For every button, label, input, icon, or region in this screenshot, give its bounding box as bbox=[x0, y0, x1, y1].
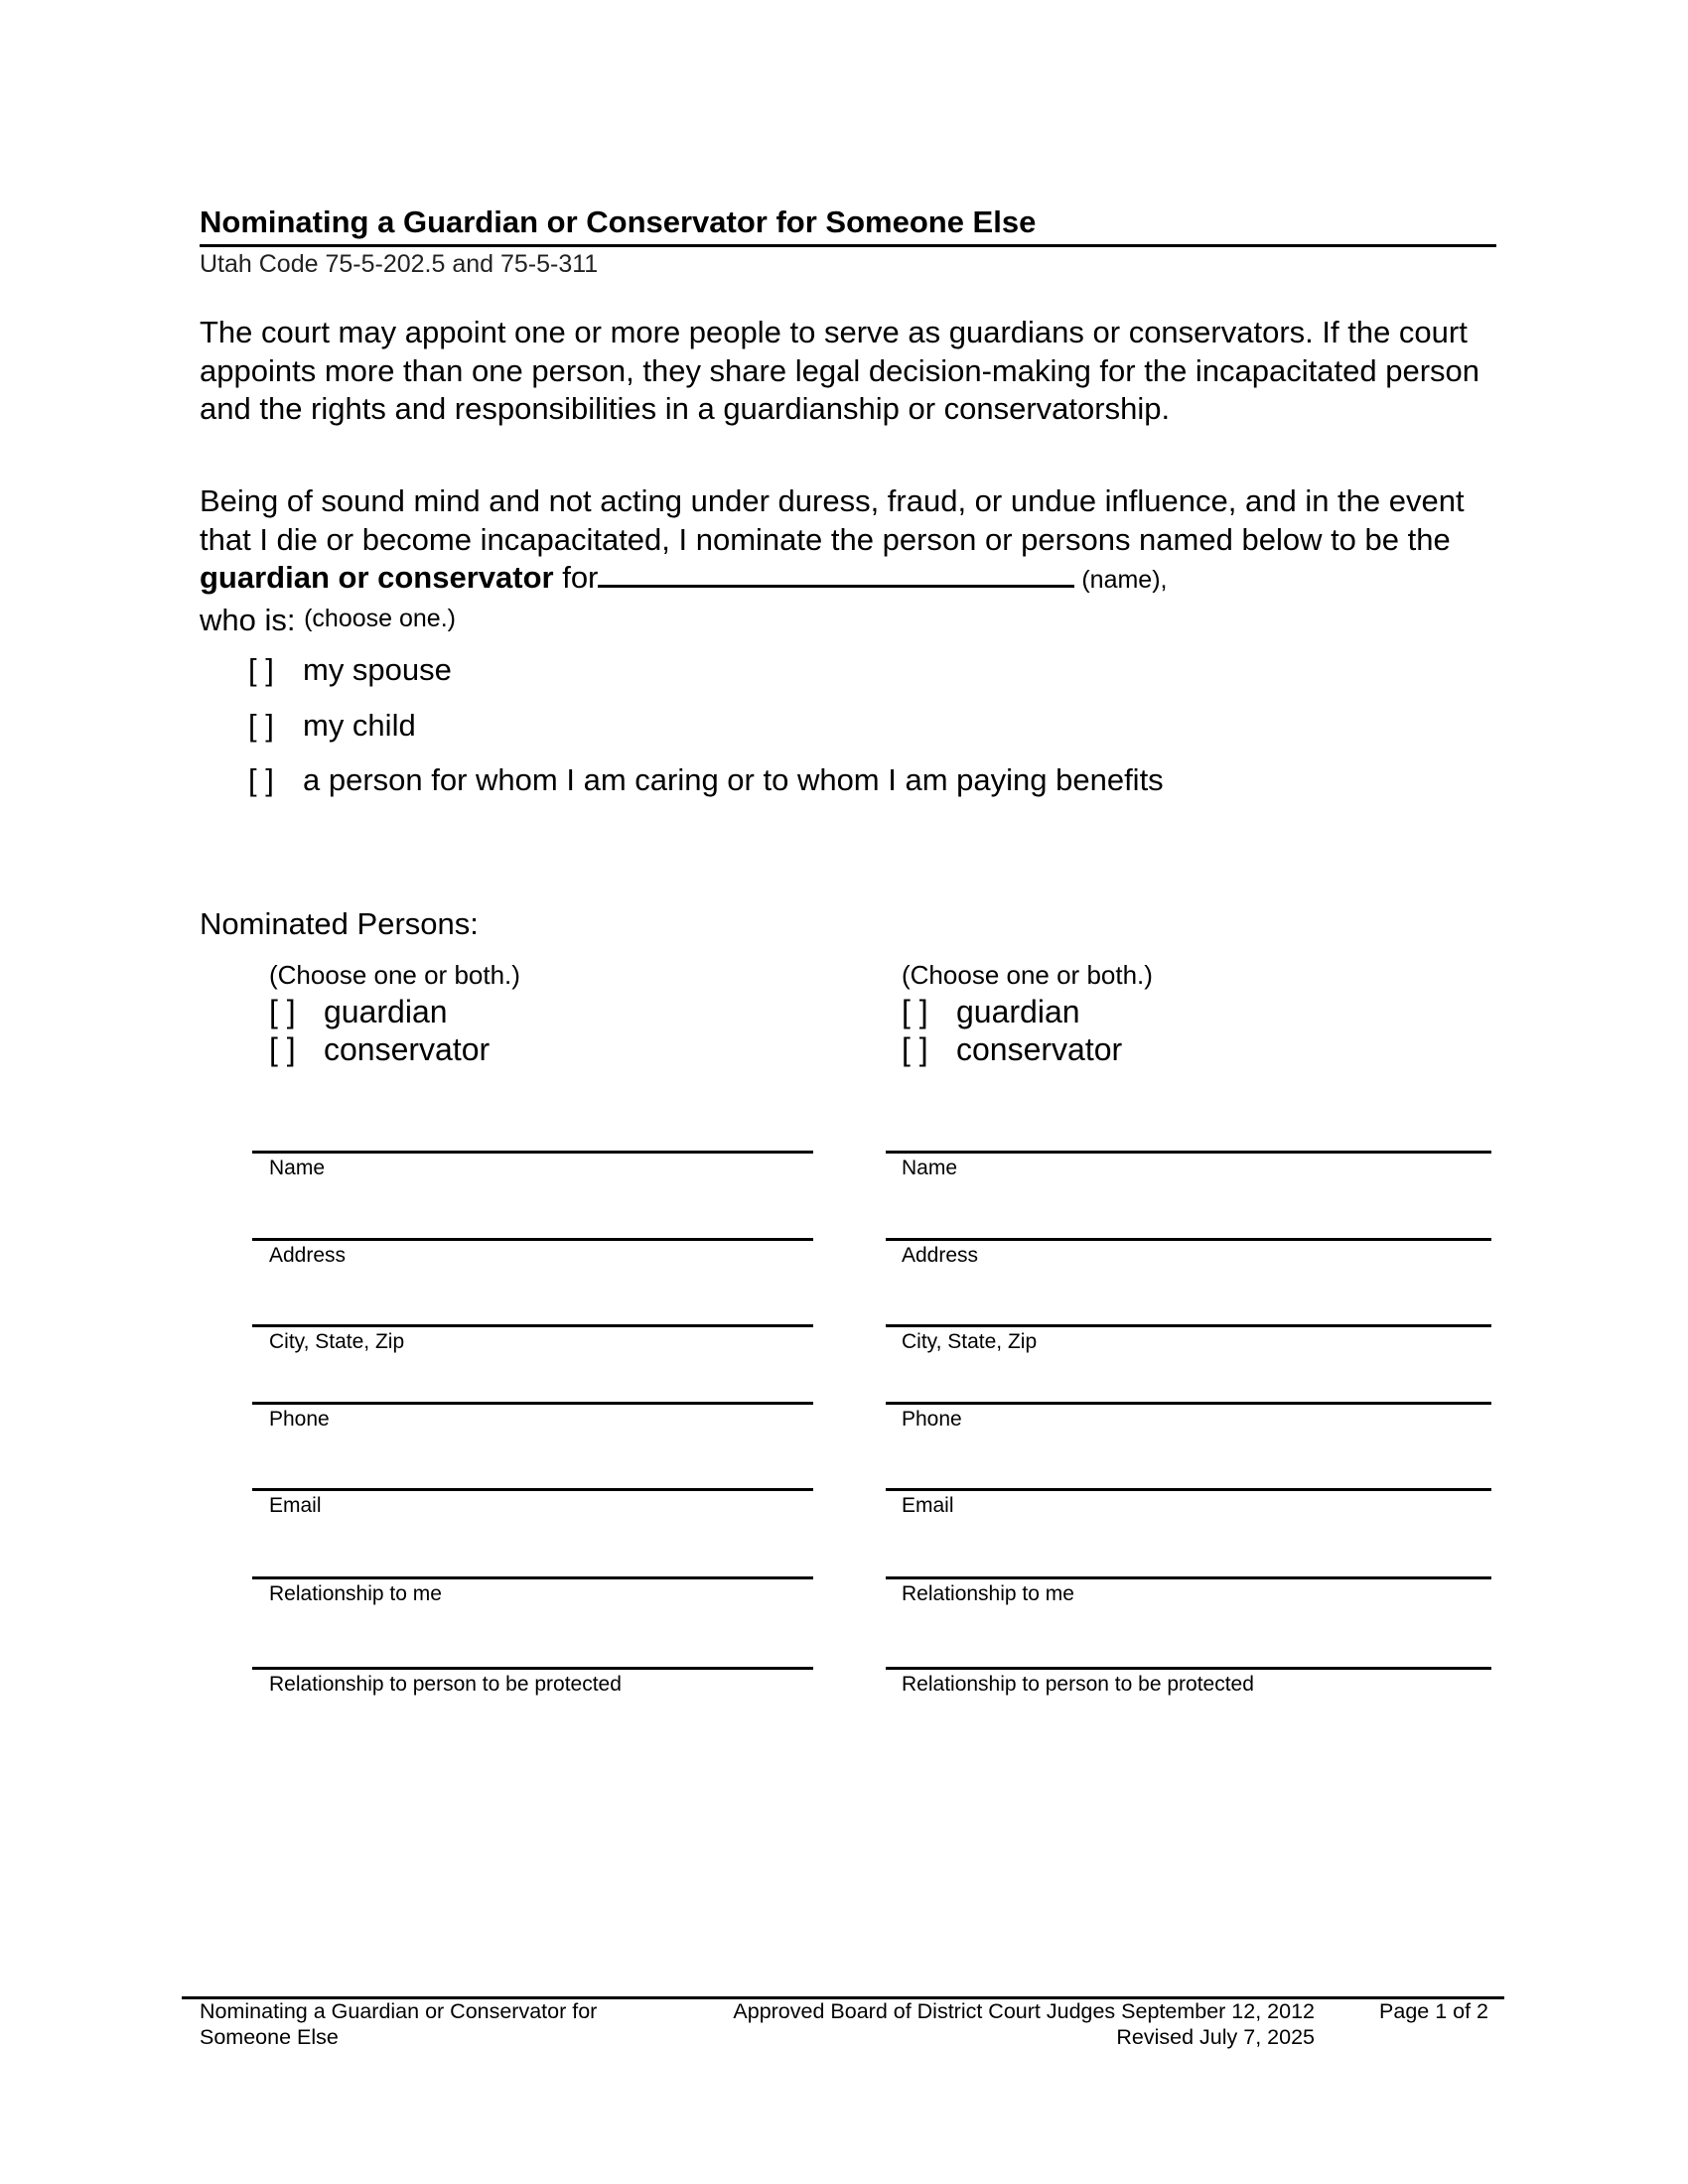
intro-paragraph: The court may appoint one or more people to serve as guardians or conservators. If the court appoints more than one person, they share legal decision-making for the incapacitated person and the rights and responsibilities in a guardianship or conservatorship. bbox=[200, 315, 1480, 426]
footer-form-title bbox=[200, 1998, 597, 2050]
option-label: my spouse bbox=[303, 652, 452, 687]
footer-approval bbox=[733, 1998, 1315, 2050]
choose-one-hint: (choose one.) bbox=[304, 604, 456, 632]
checkbox[interactable]: [ ] bbox=[248, 762, 274, 797]
field-line-2[interactable] bbox=[886, 1488, 1491, 1491]
checkbox[interactable]: [ ] bbox=[248, 652, 274, 687]
footer-title-line1: Nominating a Guardian or Conservator for bbox=[200, 1999, 598, 2023]
checkbox[interactable]: [ ] bbox=[902, 1031, 928, 1067]
field-line-1[interactable] bbox=[252, 1238, 813, 1241]
nomination-paragraph bbox=[200, 482, 1510, 639]
page-number: Page 1 of 2 bbox=[1379, 1999, 1488, 2023]
field-label: Phone bbox=[269, 1408, 330, 1431]
field-label: Address bbox=[902, 1244, 979, 1267]
checkbox[interactable]: [ ] bbox=[902, 994, 928, 1029]
option-label: my child bbox=[303, 708, 416, 743]
field-label: Email bbox=[269, 1494, 322, 1517]
role-guardian-1[interactable] bbox=[269, 994, 448, 1030]
role-conservator-1[interactable] bbox=[269, 1031, 490, 1068]
statute-reference: Utah Code 75-5-202.5 and 75-5-311 bbox=[200, 250, 599, 278]
role-conservator-2[interactable] bbox=[902, 1031, 1122, 1068]
field-label: Relationship to person to be protected bbox=[269, 1673, 622, 1696]
form-title: Nominating a Guardian or Conservator for Someone Else bbox=[200, 205, 1037, 239]
field-line-1[interactable] bbox=[252, 1576, 813, 1579]
field-label: Relationship to me bbox=[269, 1582, 442, 1605]
checkbox[interactable]: [ ] bbox=[248, 708, 274, 743]
field-label: Relationship to person to be protected bbox=[902, 1673, 1254, 1696]
field-line-2[interactable] bbox=[886, 1667, 1491, 1670]
field-label: Email bbox=[902, 1494, 954, 1517]
who-is-label: who is: bbox=[200, 602, 305, 637]
field-line-2[interactable] bbox=[886, 1576, 1491, 1579]
option-caring[interactable] bbox=[248, 762, 1164, 798]
field-line-1[interactable] bbox=[252, 1488, 813, 1491]
field-label: Phone bbox=[902, 1408, 962, 1431]
field-label: City, State, Zip bbox=[269, 1330, 405, 1353]
choose-hint-2: (Choose one or both.) bbox=[902, 960, 1153, 990]
field-line-2[interactable] bbox=[886, 1402, 1491, 1405]
option-child[interactable] bbox=[248, 708, 416, 744]
field-line-2[interactable] bbox=[886, 1151, 1491, 1154]
footer-approved: Approved Board of District Court Judges September 12, 2012 bbox=[733, 1999, 1315, 2023]
field-line-1[interactable] bbox=[252, 1151, 813, 1154]
field-label: Name bbox=[902, 1157, 958, 1179]
checkbox[interactable]: [ ] bbox=[269, 1031, 296, 1067]
field-line-1[interactable] bbox=[252, 1402, 813, 1405]
field-line-2[interactable] bbox=[886, 1238, 1491, 1241]
checkbox[interactable]: [ ] bbox=[269, 994, 296, 1029]
option-spouse[interactable] bbox=[248, 652, 452, 688]
field-label: Name bbox=[269, 1157, 326, 1179]
footer-revised: Revised July 7, 2025 bbox=[1116, 2025, 1315, 2049]
choose-hint-1: (Choose one or both.) bbox=[269, 960, 520, 990]
nomination-text: Being of sound mind and not acting under duress, fraud, or undue influence, and in the event that I die or become incapacitated, I nominate the person or persons named below to be the bbox=[200, 483, 1465, 557]
field-line-1[interactable] bbox=[252, 1667, 813, 1670]
field-label: Address bbox=[269, 1244, 347, 1267]
role-label: guardian bbox=[324, 994, 448, 1029]
role-guardian-2[interactable] bbox=[902, 994, 1080, 1030]
field-line-2[interactable] bbox=[886, 1324, 1491, 1327]
field-label: Relationship to me bbox=[902, 1582, 1074, 1605]
name-hint: (name), bbox=[1074, 566, 1168, 594]
title-rule bbox=[200, 244, 1496, 247]
protected-person-name-field[interactable] bbox=[598, 559, 1074, 588]
role-label: conservator bbox=[956, 1031, 1123, 1067]
field-label: City, State, Zip bbox=[902, 1330, 1038, 1353]
nomination-bold: guardian or conservator bbox=[200, 560, 554, 595]
field-line-1[interactable] bbox=[252, 1324, 813, 1327]
nominated-persons-heading: Nominated Persons: bbox=[200, 906, 479, 941]
role-label: conservator bbox=[324, 1031, 491, 1067]
option-label: a person for whom I am caring or to whom I am paying benefits bbox=[303, 762, 1164, 797]
role-label: guardian bbox=[956, 994, 1080, 1029]
footer-title-line2: Someone Else bbox=[200, 2025, 339, 2049]
nomination-for: for bbox=[553, 560, 599, 595]
